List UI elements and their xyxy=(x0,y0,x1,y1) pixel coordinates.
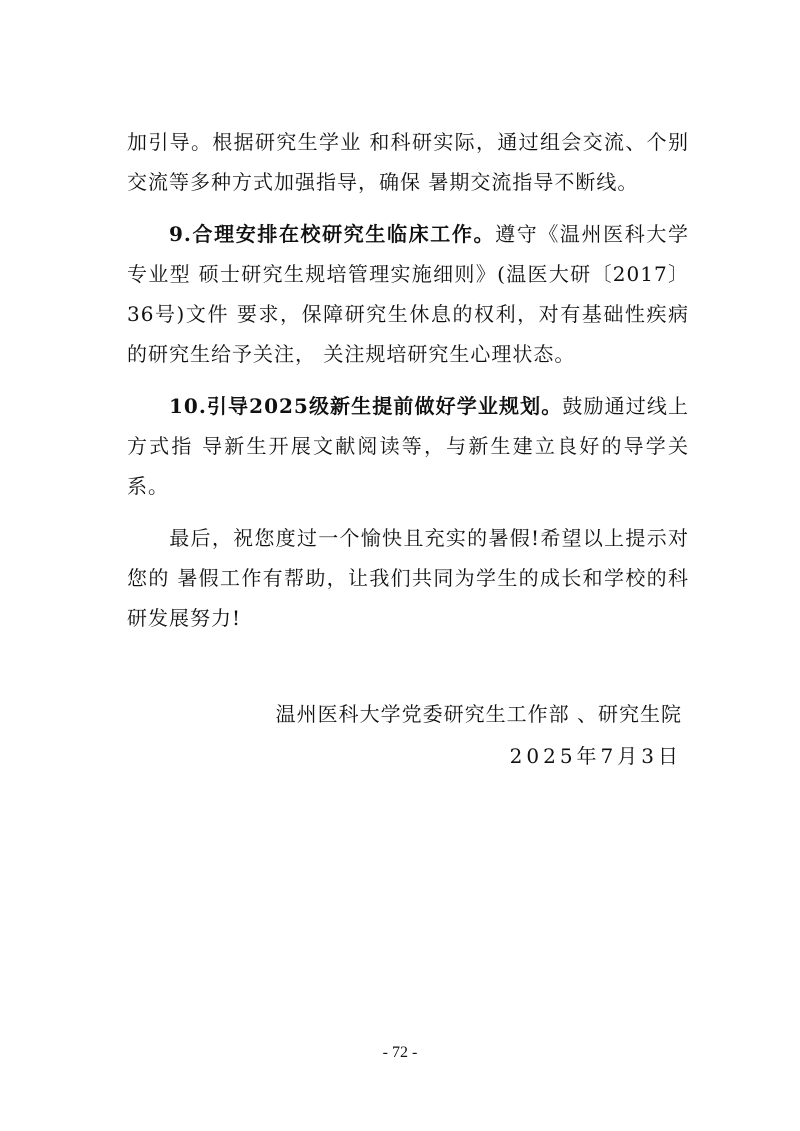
paragraph-text: 鼓励通过线上方式指 导新生开展文献阅读等，与新生建立良好的导学关系。 xyxy=(127,394,689,498)
paragraph-continuation xyxy=(127,122,689,202)
signature-block xyxy=(276,693,682,777)
paragraph-text: 加引导。根据研究生学业 和科研实际，通过组会交流、个别交流等多种方式加强指导，确保 暑期交流指导不断线。 xyxy=(127,130,689,194)
paragraph-item-9 xyxy=(127,214,689,374)
paragraph-text: 遵守《温州医科大学专业型 硕士研究生规培管理实施细则》(温医大研〔2017〕36号)文件 要求，保障研究生休息的权利，对有基础性疾病的研究生给予关注， 关注规培研究生心理状态。 xyxy=(127,222,690,366)
paragraph-heading: 9.合理安排在校研究生临床工作。 xyxy=(169,222,496,246)
body-text xyxy=(127,122,689,650)
signature-organization: 温州医科大学党委研究生工作部 、研究生院 xyxy=(275,702,682,726)
paragraph-item-10 xyxy=(127,386,689,506)
paragraph-heading: 10.引导2025级新生提前做好学业规划。 xyxy=(169,394,563,418)
paragraph-closing xyxy=(127,518,689,638)
signature-date: 2025年7月3日 xyxy=(509,744,682,768)
paragraph-text: 最后，祝您度过一个愉快且充实的暑假!希望以上提示对您的 暑假工作有帮助，让我们共同为学生的成长和学校的科研发展努力! xyxy=(127,526,689,630)
page-number: - 72 - xyxy=(382,1044,418,1061)
